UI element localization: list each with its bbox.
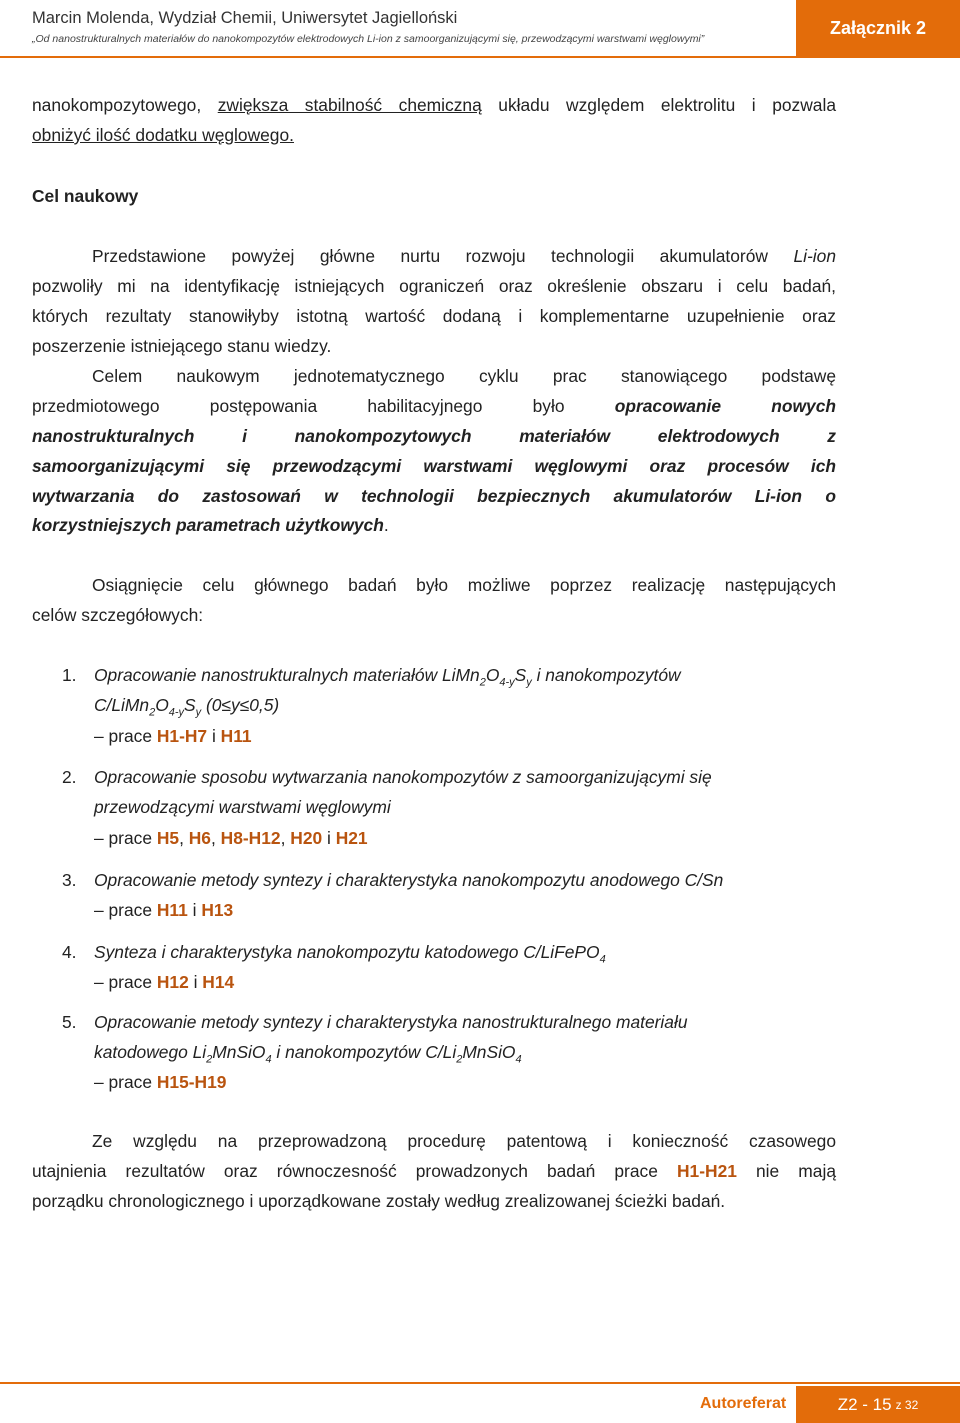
section-heading: Cel naukowy <box>32 186 139 206</box>
intro-line-2: obniżyć ilość dodatku węglowego. <box>32 125 294 145</box>
closing-line-2: utajnienia rezultatów oraz równoczesność prowadzonych badań prace H1-H21 nie mają <box>32 1161 836 1181</box>
p1-line-4: poszerzenie istniejącego stanu wiedzy. <box>32 336 332 356</box>
goal-5-line-2: katodowego $Li_2MnSiO_4$ i nanokompozytów $C/Li_2MnSiO_4$ <box>94 1042 522 1066</box>
goal-1-refs: – prace H1-H7 i H11 <box>94 726 252 746</box>
page-number: Z2 - 15 z 32 <box>796 1386 960 1423</box>
footer-divider <box>0 1382 960 1384</box>
intro-line-1: nanokompozytowego, zwiększa stabilność chemiczną układu względem elektrolitu i pozwala <box>32 95 836 115</box>
goal-1-formula: $C/LiMn_2O_{4-y}S_y$ (0≤y≤0,5) <box>94 695 280 719</box>
p2-line-6: korzystniejszych parametrach użytkowych. <box>32 515 389 535</box>
p2-line-2: przedmiotowego postępowania habilitacyjnego było opracowanie nowych <box>32 396 836 416</box>
page-header <box>0 0 960 56</box>
goal-5: 5. Opracowanie metody syntezy i charakterystyka nanostrukturalnego materiału <box>62 1012 688 1032</box>
header-divider <box>0 56 960 58</box>
p2-line-1: Celem naukowym jednotematycznego cyklu prac stanowiącego podstawę <box>92 366 836 386</box>
p2-line-5: wytwarzania do zastosowań w technologii bezpiecznych akumulatorów Li-ion o <box>32 486 836 506</box>
goal-1: 1. Opracowanie nanostrukturalnych materiałów $LiMn_2O_{4-y}S_y$ i nanokompozytów <box>62 665 681 689</box>
goal-4: 4. Synteza i charakterystyka nanokompozytu katodowego C/LiFePO$_4$ <box>62 942 606 966</box>
p3-line-1: Osiągnięcie celu głównego badań było możliwe poprzez realizację następujących <box>92 575 836 595</box>
p1-line-3: których rezultaty stanowiłyby istotną wartość dodaną i komplementarne uzupełnienie oraz <box>32 306 836 326</box>
goal-2-line-2: przewodzącymi warstwami węglowymi <box>94 797 391 817</box>
p3-line-2: celów szczegółowych: <box>32 605 204 625</box>
attachment-tab: Załącznik 2 <box>796 0 960 56</box>
goal-5-refs: – prace H15-H19 <box>94 1072 227 1092</box>
header-title: „Od nanostrukturalnych materiałów do nanokompozytów elektrodowych Li-ion z samoorganizującymi się, przewodzącymi warstwami węglowymi” <box>32 33 705 45</box>
closing-line-3: porządku chronologicznego i uporządkowane zostały według zrealizowanej ścieżki badań. <box>32 1191 726 1211</box>
p2-line-4: samoorganizującymi się przewodzącymi warstwami węglowymi oraz procesów ich <box>32 456 836 476</box>
closing-line-1: Ze względu na przeprowadzoną procedurę patentową i konieczność czasowego <box>92 1131 836 1151</box>
header-author: Marcin Molenda, Wydział Chemii, Uniwersytet Jagielloński <box>32 9 458 27</box>
footer-label: Autoreferat <box>700 1395 787 1412</box>
goal-2-refs: – prace H5, H6, H8-H12, H20 i H21 <box>94 828 368 848</box>
goal-4-refs: – prace H12 i H14 <box>94 972 235 992</box>
goal-3: 3. Opracowanie metody syntezy i charakterystyka nanokompozytu anodowego C/Sn <box>62 870 724 890</box>
goal-2: 2. Opracowanie sposobu wytwarzania nanokompozytów z samoorganizującymi się <box>62 767 712 787</box>
p1-line-2: pozwoliły mi na identyfikację istniejących ograniczeń oraz określenie obszaru i celu badań, <box>32 276 836 296</box>
goal-3-refs: – prace H11 i H13 <box>94 900 234 920</box>
p2-line-3: nanostrukturalnych i nanokompozytowych materiałów elektrodowych z <box>32 426 836 446</box>
p1-line-1: Przedstawione powyżej główne nurtu rozwoju technologii akumulatorów Li-ion <box>92 246 836 266</box>
